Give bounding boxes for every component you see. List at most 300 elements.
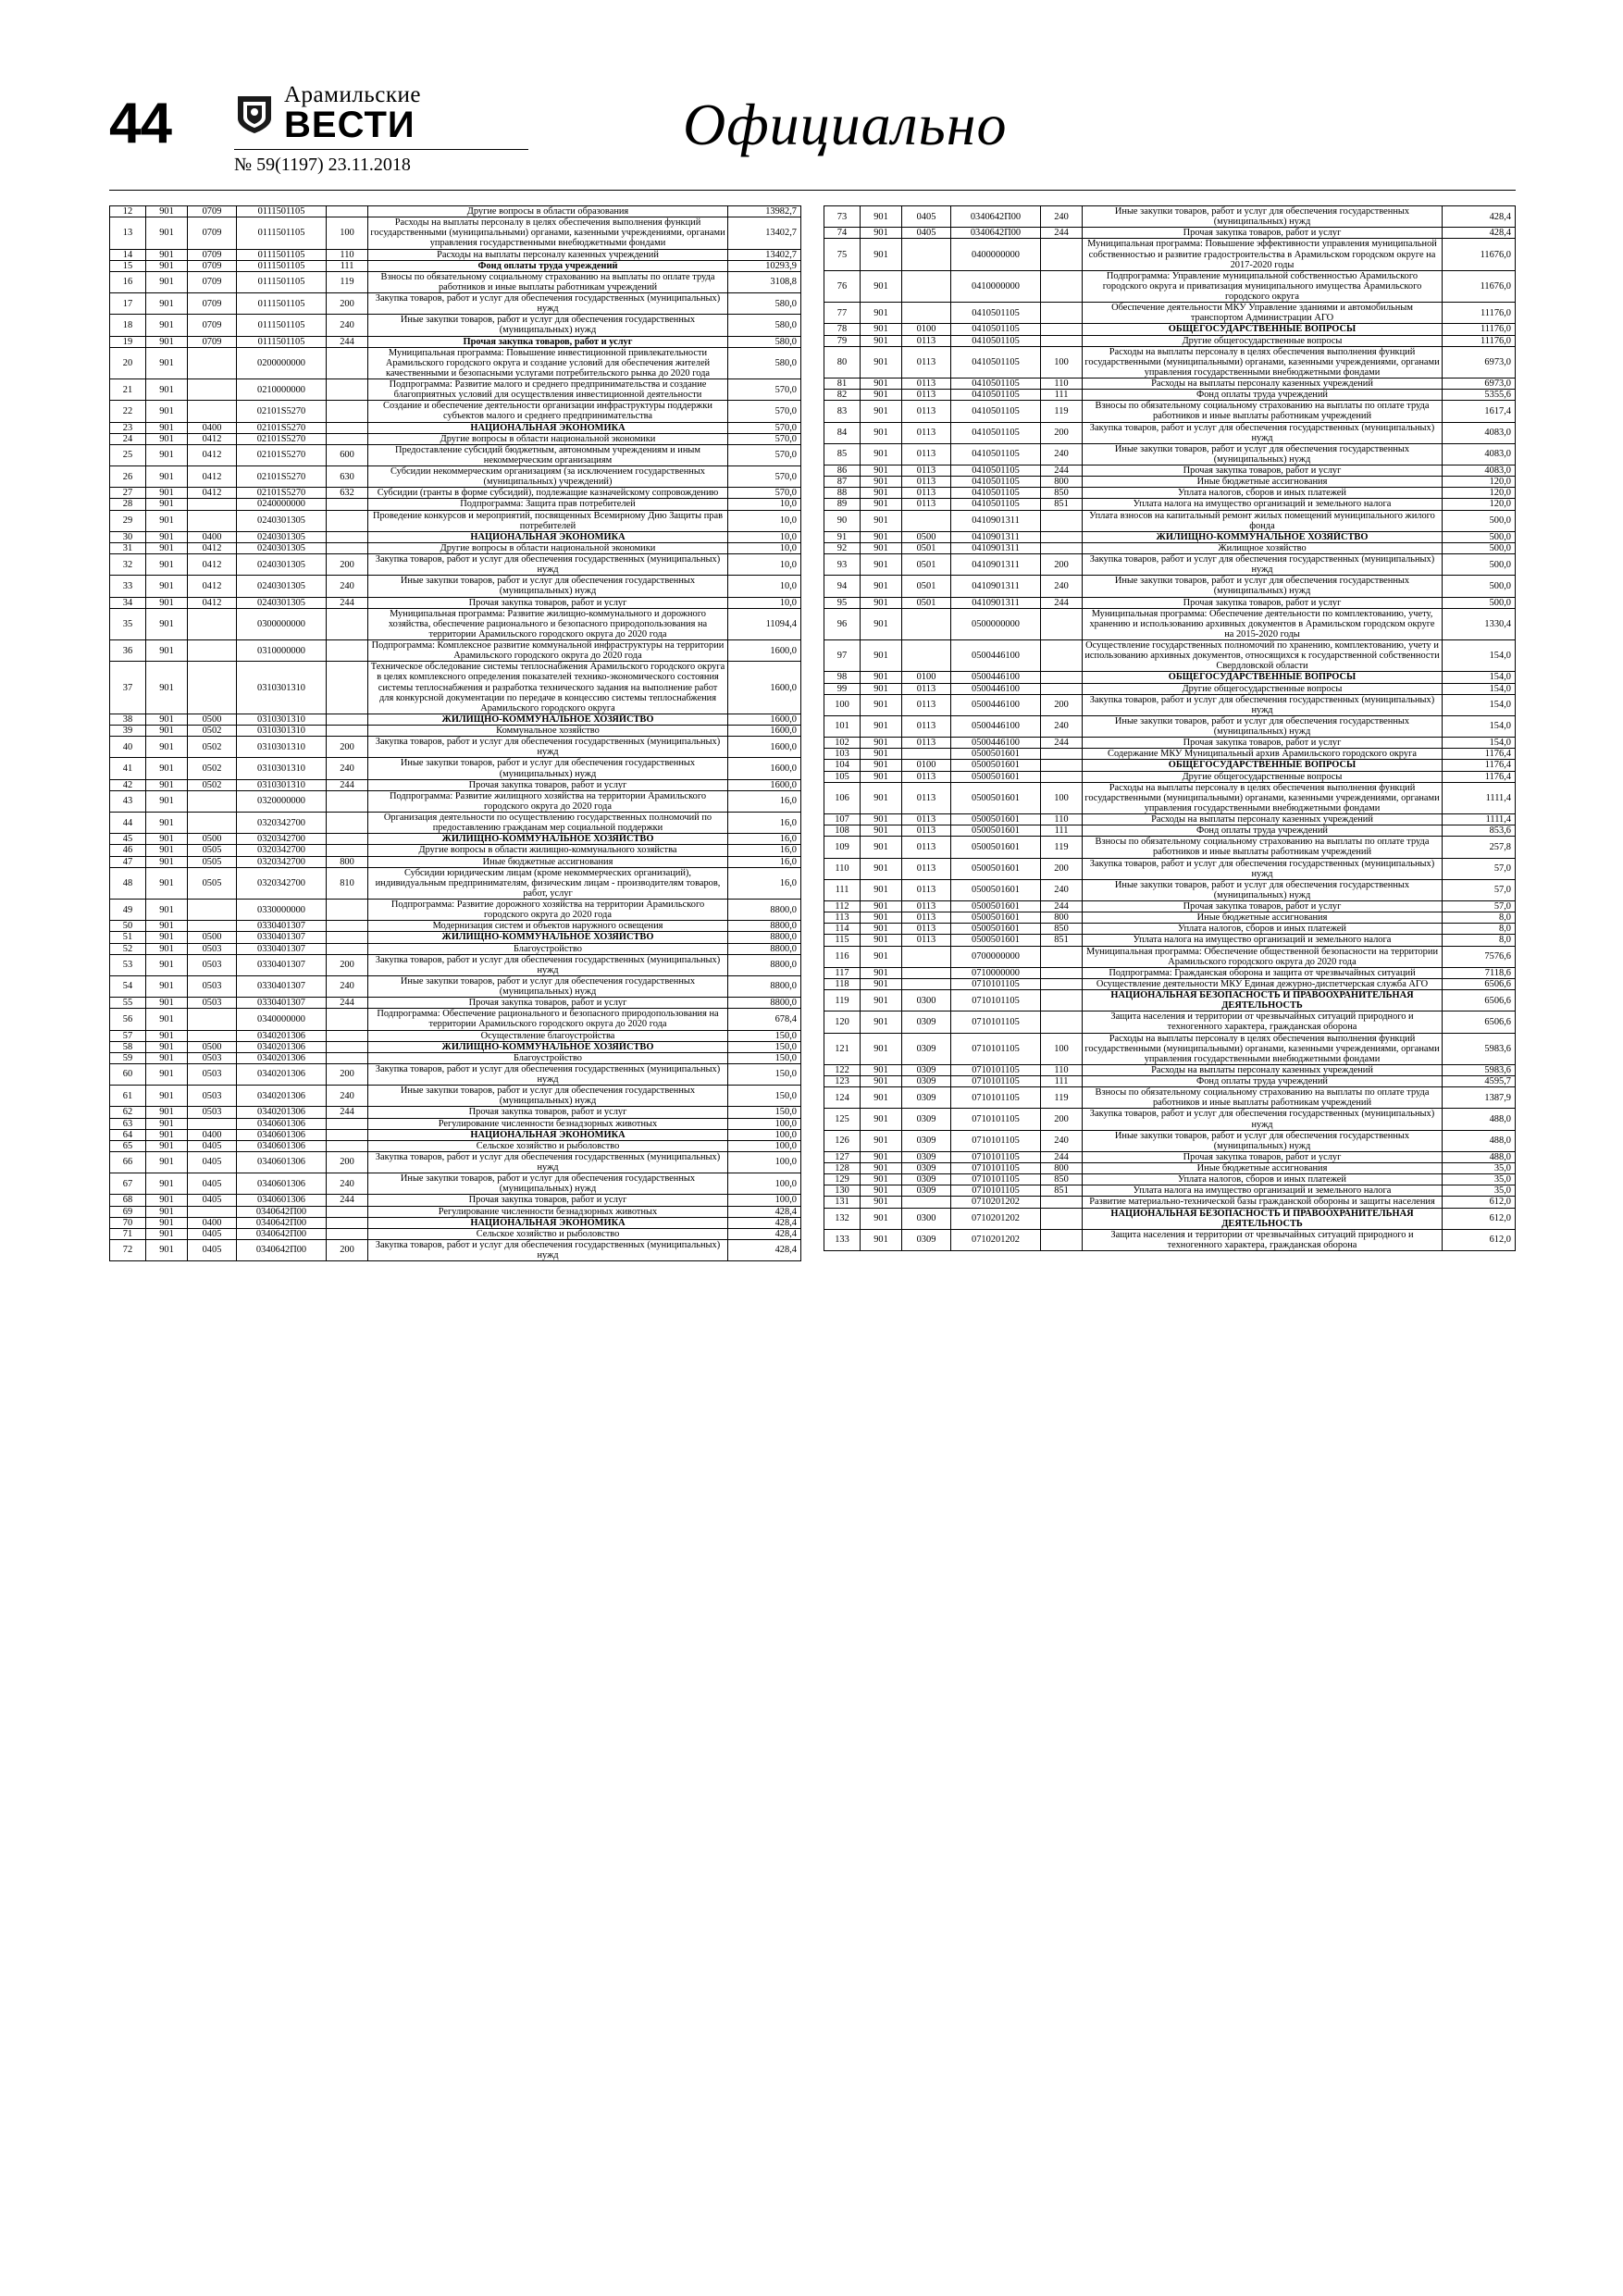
table-cell: 57,0 [1443, 879, 1516, 900]
table-cell: ЖИЛИЩНО-КОММУНАЛЬНОЕ ХОЗЯЙСТВО [368, 1041, 728, 1052]
right-column [824, 205, 1516, 1261]
table-cell: 101 [824, 715, 861, 737]
table-row [824, 782, 1516, 813]
table-cell: 7118,6 [1443, 967, 1516, 978]
table-cell: Иные бюджетные ассигнования [368, 856, 728, 867]
table-cell: 240 [327, 315, 368, 336]
table-cell: 0500446100 [951, 715, 1041, 737]
table-cell: 1600,0 [728, 640, 801, 662]
table-cell: 77 [824, 303, 861, 324]
table-cell: 901 [146, 336, 188, 347]
table-cell: Иные закупки товаров, работ и услуг для обеспечения государственных (муниципальных) нужд [368, 1086, 728, 1107]
table-cell: 0113 [902, 771, 951, 782]
table-row [824, 1229, 1516, 1250]
table-cell: 1617,4 [1443, 401, 1516, 422]
table-row [110, 1151, 801, 1173]
table-cell: 580,0 [728, 347, 801, 379]
table-cell: 901 [861, 531, 902, 542]
table-cell: 0503 [188, 1052, 237, 1063]
table-cell: Другие вопросы в области образования [368, 206, 728, 217]
table-row [824, 858, 1516, 879]
table-cell: 1600,0 [728, 758, 801, 779]
table-cell: Благоустройство [368, 943, 728, 954]
table-cell: 1330,4 [1443, 608, 1516, 639]
table-cell: Сельское хозяйство и рыболовство [368, 1140, 728, 1151]
table-cell [327, 422, 368, 433]
table-row [110, 943, 801, 954]
table-row [824, 1076, 1516, 1087]
table-cell: Муниципальная программа: Повышение эффективности управления муниципальной собственностью и развитие градостроительства в Арамильском городском округе на 2017-2020 годы [1083, 239, 1443, 270]
table-cell: 56 [110, 1009, 146, 1030]
table-cell [188, 1030, 237, 1041]
table-cell: 0113 [902, 683, 951, 694]
table-cell: 12 [110, 206, 146, 217]
table-cell: 0410501105 [951, 346, 1041, 378]
table-cell: 200 [1041, 694, 1083, 715]
table-cell: Уплата налога на имущество организаций и земельного налога [1083, 1185, 1443, 1197]
table-cell: 901 [146, 347, 188, 379]
table-cell: 0410000000 [951, 270, 1041, 302]
table-cell: Прочая закупка товаров, работ и услуг [368, 1195, 728, 1206]
table-cell: 901 [861, 390, 902, 401]
table-cell: 200 [327, 1063, 368, 1085]
table-cell [327, 1009, 368, 1030]
table-cell: 8800,0 [728, 975, 801, 997]
table-cell: 500,0 [1443, 510, 1516, 531]
table-cell: 0113 [902, 379, 951, 390]
table-cell: 500,0 [1443, 576, 1516, 597]
table-cell: 0709 [188, 249, 237, 260]
table-cell: 901 [861, 1197, 902, 1208]
table-cell: 16,0 [728, 856, 801, 867]
table-cell: 0405 [188, 1228, 237, 1239]
table-row [824, 1151, 1516, 1162]
table-cell [1041, 771, 1083, 782]
table-cell: 0710101105 [951, 1033, 1041, 1064]
table-cell: 0113 [902, 488, 951, 499]
table-cell: НАЦИОНАЛЬНАЯ БЕЗОПАСНОСТЬ И ПРАВООХРАНИТЕЛЬНАЯ ДЕЯТЕЛЬНОСТЬ [1083, 1208, 1443, 1229]
table-cell: 0340601306 [237, 1195, 327, 1206]
table-cell: 55 [110, 998, 146, 1009]
table-row [110, 1030, 801, 1041]
table-cell: 132 [824, 1208, 861, 1229]
table-cell: Расходы на выплаты персоналу в целях обеспечения выполнения функций государственными (муниципальными) органами, казенными учреждениями, органами управления государственными внебюджетными фондами [1083, 782, 1443, 813]
table-cell: 8800,0 [728, 943, 801, 954]
table-row [824, 379, 1516, 390]
table-cell: Иные закупки товаров, работ и услуг для обеспечения государственных (муниципальных) нужд [368, 576, 728, 597]
table-cell: 901 [861, 672, 902, 683]
table-row [824, 901, 1516, 912]
table-cell: 0710101105 [951, 1174, 1041, 1185]
table-cell: 0710101105 [951, 1076, 1041, 1087]
table-row [110, 1009, 801, 1030]
table-cell: 0400000000 [951, 239, 1041, 270]
table-cell: 154,0 [1443, 683, 1516, 694]
table-cell: 0320342700 [237, 856, 327, 867]
table-cell [327, 1041, 368, 1052]
table-cell: 8,0 [1443, 935, 1516, 946]
table-row [110, 488, 801, 499]
table-cell: 100,0 [728, 1140, 801, 1151]
table-cell: 0412 [188, 433, 237, 444]
table-cell: Закупка товаров, работ и услуг для обеспечения государственных (муниципальных) нужд [368, 1151, 728, 1173]
table-cell: 901 [146, 1030, 188, 1041]
table-cell: 0709 [188, 293, 237, 315]
table-cell [188, 790, 237, 812]
table-row [110, 779, 801, 790]
table-cell: 0310301310 [237, 662, 327, 714]
table-cell [188, 813, 237, 834]
table-cell: 1600,0 [728, 737, 801, 758]
table-cell: 500,0 [1443, 531, 1516, 542]
table-row [110, 249, 801, 260]
table-cell: 8800,0 [728, 900, 801, 921]
table-cell: 240 [327, 1086, 368, 1107]
table-cell: 200 [327, 737, 368, 758]
table-cell: Создание и обеспечение деятельности организации инфраструктуры поддержки субъектов малого и среднего предпринимательства [368, 401, 728, 422]
table-cell: 10,0 [728, 576, 801, 597]
table-cell: Предоставление субсидий бюджетным, автономным учреждениям и иным некоммерческим организациям [368, 444, 728, 465]
table-cell: 678,4 [728, 1009, 801, 1030]
table-cell [902, 749, 951, 760]
table-cell: 570,0 [728, 379, 801, 401]
table-cell: 901 [861, 683, 902, 694]
table-cell: 901 [861, 1208, 902, 1229]
table-row [110, 336, 801, 347]
table-cell: 38 [110, 714, 146, 725]
table-cell: 8,0 [1443, 912, 1516, 924]
table-row [110, 1041, 801, 1052]
table-row [110, 499, 801, 510]
table-cell: 0500 [902, 531, 951, 542]
table-row [824, 1011, 1516, 1033]
table-cell: Подпрограмма: Развитие жилищного хозяйства на территории Арамильского городского округа до 2020 года [368, 790, 728, 812]
table-cell: 6506,6 [1443, 978, 1516, 989]
table-cell: 11176,0 [1443, 303, 1516, 324]
table-cell: 150,0 [728, 1030, 801, 1041]
table-row [110, 401, 801, 422]
table-cell: 116 [824, 946, 861, 967]
table-cell: 111 [327, 260, 368, 271]
table-cell: 50 [110, 921, 146, 932]
table-cell: 110 [1041, 379, 1083, 390]
table-cell: 0500501601 [951, 749, 1041, 760]
table-cell: 901 [861, 206, 902, 228]
table-cell: 200 [1041, 1109, 1083, 1130]
table-cell: Благоустройство [368, 1052, 728, 1063]
table-cell: 0320342700 [237, 813, 327, 834]
table-cell: 6973,0 [1443, 346, 1516, 378]
table-cell: 121 [824, 1033, 861, 1064]
table-cell: 36 [110, 640, 146, 662]
table-cell: 84 [824, 422, 861, 443]
table-row [110, 1118, 801, 1129]
table-cell [902, 303, 951, 324]
table-cell: 115 [824, 935, 861, 946]
table-row [824, 814, 1516, 825]
table-cell: 901 [146, 597, 188, 608]
table-cell: 901 [146, 466, 188, 488]
table-cell: 0710201202 [951, 1197, 1041, 1208]
table-cell: Прочая закупка товаров, работ и услуг [368, 597, 728, 608]
table-cell [1041, 510, 1083, 531]
table-cell: 26 [110, 466, 146, 488]
table-row [824, 1033, 1516, 1064]
table-cell: 901 [146, 293, 188, 315]
table-cell: 901 [861, 401, 902, 422]
table-cell: 0410501105 [951, 499, 1041, 510]
table-cell: Закупка товаров, работ и услуг для обеспечения государственных (муниципальных) нужд [1083, 694, 1443, 715]
table-cell: 0500446100 [951, 683, 1041, 694]
table-row [824, 390, 1516, 401]
table-cell: Субсидии юридическим лицам (кроме некоммерческих организаций), индивидуальным предпринимателям, физическим лицам - производителям товаров, работ, услуг [368, 867, 728, 899]
table-row [824, 749, 1516, 760]
table-cell: 0503 [188, 975, 237, 997]
table-cell [188, 640, 237, 662]
table-cell: 901 [146, 998, 188, 1009]
table-cell: 0700000000 [951, 946, 1041, 967]
table-cell [1041, 270, 1083, 302]
table-cell: 0111501105 [237, 293, 327, 315]
table-row [110, 271, 801, 292]
table-cell: 901 [146, 531, 188, 542]
table-cell: 901 [861, 1064, 902, 1075]
table-cell: 0710000000 [951, 967, 1041, 978]
table-cell: 16,0 [728, 845, 801, 856]
table-cell: 0710101105 [951, 1130, 1041, 1151]
table-cell: 0340642П00 [951, 228, 1041, 239]
table-cell: 0330401307 [237, 921, 327, 932]
table-cell: 0503 [188, 998, 237, 1009]
table-cell: 109 [824, 837, 861, 858]
table-cell: 46 [110, 845, 146, 856]
table-cell: 901 [146, 542, 188, 553]
table-cell: 428,4 [728, 1217, 801, 1228]
table-cell: 240 [327, 758, 368, 779]
table-cell: 0710101105 [951, 1185, 1041, 1197]
table-cell: 0340642П00 [951, 206, 1041, 228]
table-cell [1041, 239, 1083, 270]
table-cell: 0330401307 [237, 943, 327, 954]
table-cell: 0113 [902, 924, 951, 935]
table-cell: ЖИЛИЩНО-КОММУНАЛЬНОЕ ХОЗЯЙСТВО [368, 932, 728, 943]
table-cell: 0111501105 [237, 260, 327, 271]
table-cell: 901 [146, 737, 188, 758]
table-cell: 79 [824, 335, 861, 346]
table-cell: Прочая закупка товаров, работ и услуг [1083, 1151, 1443, 1162]
table-cell: 0501 [902, 576, 951, 597]
table-cell: 0320000000 [237, 790, 327, 812]
table-cell: 0113 [902, 837, 951, 858]
table-row [110, 433, 801, 444]
table-cell: 1176,4 [1443, 749, 1516, 760]
table-cell: Закупка товаров, работ и услуг для обеспечения государственных (муниципальных) нужд [368, 737, 728, 758]
table-cell: Фонд оплаты труда учреждений [1083, 825, 1443, 837]
table-cell: 100,0 [728, 1173, 801, 1195]
table-cell: 71 [110, 1228, 146, 1239]
table-cell: 11176,0 [1443, 324, 1516, 335]
table-cell: 11176,0 [1443, 335, 1516, 346]
table-cell: 103 [824, 749, 861, 760]
table-cell: Модернизация систем и объектов наружного освещения [368, 921, 728, 932]
table-row [110, 554, 801, 576]
table-cell: 901 [861, 422, 902, 443]
table-cell: 0502 [188, 758, 237, 779]
table-cell: 8800,0 [728, 998, 801, 1009]
table-cell: 74 [824, 228, 861, 239]
table-cell: 200 [327, 554, 368, 576]
table-cell: 91 [824, 531, 861, 542]
table-cell: 0111501105 [237, 206, 327, 217]
table-row [110, 466, 801, 488]
table-row [824, 837, 1516, 858]
table-cell: 102 [824, 738, 861, 749]
table-row [824, 990, 1516, 1011]
table-cell: 200 [1041, 858, 1083, 879]
table-row [824, 401, 1516, 422]
table-cell [1041, 672, 1083, 683]
table-cell: ОБЩЕГОСУДАРСТВЕННЫЕ ВОПРОСЫ [1083, 672, 1443, 683]
table-cell: 19 [110, 336, 146, 347]
table-cell: 0340201306 [237, 1041, 327, 1052]
table-cell: 130 [824, 1185, 861, 1197]
table-cell: 0210000000 [237, 379, 327, 401]
table-cell: НАЦИОНАЛЬНАЯ БЕЗОПАСНОСТЬ И ПРАВООХРАНИТЕЛЬНАЯ ДЕЯТЕЛЬНОСТЬ [1083, 990, 1443, 1011]
table-cell: 0309 [902, 1163, 951, 1174]
table-cell: 0500501601 [951, 771, 1041, 782]
table-cell: 0113 [902, 477, 951, 488]
table-cell [1041, 324, 1083, 335]
table-cell: 0340601306 [237, 1151, 327, 1173]
table-cell: Иные бюджетные ассигнования [1083, 912, 1443, 924]
table-row [824, 978, 1516, 989]
table-cell: 200 [327, 1151, 368, 1173]
table-cell [327, 206, 368, 217]
table-cell: 0410501105 [951, 422, 1041, 443]
table-row [110, 856, 801, 867]
table-cell: 100 [327, 217, 368, 249]
table-cell [1041, 303, 1083, 324]
table-cell: 488,0 [1443, 1151, 1516, 1162]
table-cell: 901 [861, 1174, 902, 1185]
table-row [824, 324, 1516, 335]
table-cell: 0330000000 [237, 900, 327, 921]
table-cell: Муниципальная программа: Обеспечение деятельности по комплектованию, учету, хранению и использованию архивных документов в Арамильском городском округе на 2015-2020 годы [1083, 608, 1443, 639]
table-cell: 240 [1041, 206, 1083, 228]
table-cell: 154,0 [1443, 694, 1516, 715]
table-cell: 0340201306 [237, 1052, 327, 1063]
table-cell [1041, 608, 1083, 639]
table-cell: 0240301305 [237, 576, 327, 597]
table-cell: 0410501105 [951, 335, 1041, 346]
table-cell: 100,0 [728, 1129, 801, 1140]
table-row [824, 694, 1516, 715]
table-cell [327, 1129, 368, 1140]
table-cell: 0340601306 [237, 1173, 327, 1195]
table-cell: Прочая закупка товаров, работ и услуг [1083, 901, 1443, 912]
table-cell: 901 [861, 443, 902, 465]
table-cell: 0113 [902, 401, 951, 422]
table-cell: 0412 [188, 444, 237, 465]
table-row [824, 1185, 1516, 1197]
table-cell: 500,0 [1443, 542, 1516, 553]
table-cell: 901 [861, 542, 902, 553]
table-cell: 18 [110, 315, 146, 336]
table-cell: 0709 [188, 271, 237, 292]
table-cell: 0412 [188, 554, 237, 576]
table-cell: Взносы по обязательному социальному страхованию на выплаты по оплате труда работников и иные выплаты работникам учреждений [1083, 1087, 1443, 1109]
table-cell: 0309 [902, 1064, 951, 1075]
table-cell: 0501 [902, 554, 951, 576]
table-cell: 488,0 [1443, 1130, 1516, 1151]
table-cell: 901 [146, 845, 188, 856]
table-cell: 5355,6 [1443, 390, 1516, 401]
table-cell: 901 [861, 576, 902, 597]
table-cell: 95 [824, 597, 861, 608]
table-cell: 901 [861, 978, 902, 989]
table-cell: 901 [146, 1173, 188, 1195]
table-cell: 111 [1041, 1076, 1083, 1087]
table-cell: 51 [110, 932, 146, 943]
table-cell: 119 [824, 990, 861, 1011]
table-cell: Взносы по обязательному социальному страхованию на выплаты по оплате труда работников и иные выплаты работникам учреждений [1083, 837, 1443, 858]
table-cell [327, 499, 368, 510]
table-cell: 131 [824, 1197, 861, 1208]
table-cell: 0710101105 [951, 1011, 1041, 1033]
table-cell: Закупка товаров, работ и услуг для обеспечения государственных (муниципальных) нужд [1083, 858, 1443, 879]
table-cell: 57,0 [1443, 858, 1516, 879]
table-row [110, 597, 801, 608]
table-cell: 901 [861, 1076, 902, 1087]
table-cell: 40 [110, 737, 146, 758]
table-cell: 13 [110, 217, 146, 249]
table-row [824, 825, 1516, 837]
table-cell: 901 [146, 488, 188, 499]
masthead [109, 83, 1516, 185]
table-cell: 64 [110, 1129, 146, 1140]
table-cell: Сельское хозяйство и рыболовство [368, 1228, 728, 1239]
table-cell: Осуществление деятельности МКУ Единая дежурно-диспетчерская служба АГО [1083, 978, 1443, 989]
table-cell: 39 [110, 726, 146, 737]
table-cell: 901 [146, 249, 188, 260]
table-row [824, 608, 1516, 639]
table-cell: 0113 [902, 935, 951, 946]
table-cell: 901 [146, 954, 188, 975]
table-cell: 63 [110, 1118, 146, 1129]
table-cell: 257,8 [1443, 837, 1516, 858]
table-cell [188, 347, 237, 379]
table-cell: 0111501105 [237, 271, 327, 292]
table-cell: 4595,7 [1443, 1076, 1516, 1087]
table-cell: 13982,7 [728, 206, 801, 217]
table-cell: Другие общегосударственные вопросы [1083, 683, 1443, 694]
table-cell: 901 [861, 946, 902, 967]
table-cell: 244 [327, 998, 368, 1009]
table-cell: 8800,0 [728, 921, 801, 932]
table-cell: 0113 [902, 715, 951, 737]
table-cell: 901 [861, 990, 902, 1011]
table-row [824, 239, 1516, 270]
table-cell: 13402,7 [728, 249, 801, 260]
table-cell: 66 [110, 1151, 146, 1173]
table-cell: 61 [110, 1086, 146, 1107]
table-cell: 428,4 [728, 1206, 801, 1217]
left-column [109, 205, 801, 1261]
table-cell: 117 [824, 967, 861, 978]
table-cell: 10,0 [728, 597, 801, 608]
table-cell: 0500501601 [951, 935, 1041, 946]
table-row [110, 1063, 801, 1085]
